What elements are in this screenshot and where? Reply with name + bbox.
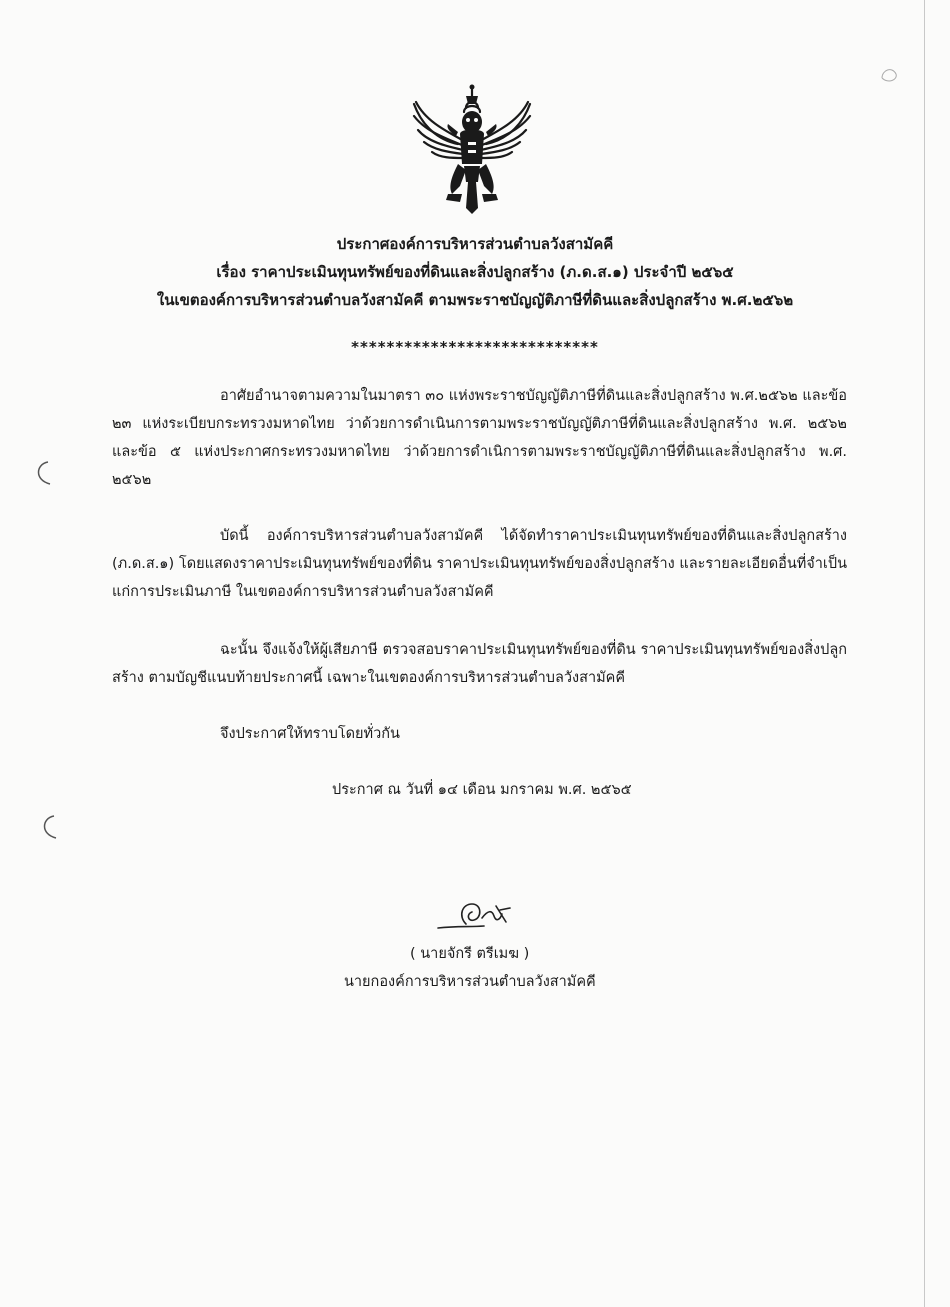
scan-mark-icon <box>30 458 54 488</box>
scan-edge-line <box>924 0 925 1307</box>
garuda-emblem-icon <box>408 82 536 216</box>
paragraph-assessment <box>112 522 847 606</box>
paragraph-2-text: บัดนี้ องค์การบริหารส่วนตำบลวังสามัคคี ได้จัดทำราคาประเมินทุนทรัพย์ของที่ดินและสิ่งปลูกสร้าง (ภ.ด.ส.๑) โดยแสดงราคาประเมินทุนทรัพย์ของที่ดิน ราคาประเมินทุนทรัพย์ของสิ่งปลูกสร้าง และรายละเอียดอื่นที่จำเป็นแก่การประเมินภาษี ในเขตองค์การบริหารส่วนตำบลวังสามัคคี <box>112 528 847 600</box>
paragraph-1-text: อาศัยอำนาจตามความในมาตรา ๓๐ แห่งพระราชบัญญัติภาษีที่ดินและสิ่งปลูกสร้าง พ.ศ.๒๕๖๒ และข้อ ๒๓ แห่งระเบียบกระทรวงมหาดไทย ว่าด้วยการดำเนินการตามพระราชบัญญัติภาษีที่ดินและสิ่งปลูกสร้าง พ.ศ. ๒๕๖๒ และข้อ ๕ แห่งประกาศกระทรวงมหาดไทย ว่าด้วยการดำเนิการตามพระราชบัญญัติภาษีที่ดินและสิ่งปลูกสร้าง พ.ศ. ๒๕๖๒ <box>112 388 847 488</box>
announcement-date: ประกาศ ณ วันที่ ๑๔ เดือน มกราคม พ.ศ. ๒๕๖๕ <box>332 782 632 798</box>
signature-icon <box>436 896 526 936</box>
signer-title: นายกองค์การบริหารส่วนตำบลวังสามัคคี <box>344 974 596 990</box>
signer-name: ( นายจักรี ตรีเมฆ ) <box>410 946 530 962</box>
subject-line-1: เรื่อง ราคาประเมินทุนทรัพย์ของที่ดินและสิ่งปลูกสร้าง (ภ.ด.ส.๑) ประจำปี ๒๕๖๕ <box>216 263 734 281</box>
subject-line-2: ในเขตองค์การบริหารส่วนตำบลวังสามัคคี ตามพระราชบัญญัติภาษีที่ดินและสิ่งปลูกสร้าง พ.ศ.๒๕๖๒ <box>156 291 794 309</box>
paragraph-3-text: ฉะนั้น จึงแจ้งให้ผู้เสียภาษี ตรวจสอบราคาประเมินทุนทรัพย์ของที่ดิน ราคาประเมินทุนทรัพย์ของสิ่งปลูกสร้าง ตามบัญชีแนบท้ายประกาศนี้ เฉพาะในเขตองค์การบริหารส่วนตำบลวังสามัคคี <box>112 642 847 686</box>
paragraph-authority <box>112 382 847 494</box>
announcement-title: ประกาศองค์การบริหารส่วนตำบลวังสามัคคี <box>336 235 614 253</box>
scan-mark-icon <box>36 812 60 842</box>
closing-statement: จึงประกาศให้ทราบโดยทั่วกัน <box>220 726 400 742</box>
separator-stars: **************************** <box>351 338 599 356</box>
paragraph-notice <box>112 636 847 692</box>
scan-mark-icon <box>878 64 900 86</box>
